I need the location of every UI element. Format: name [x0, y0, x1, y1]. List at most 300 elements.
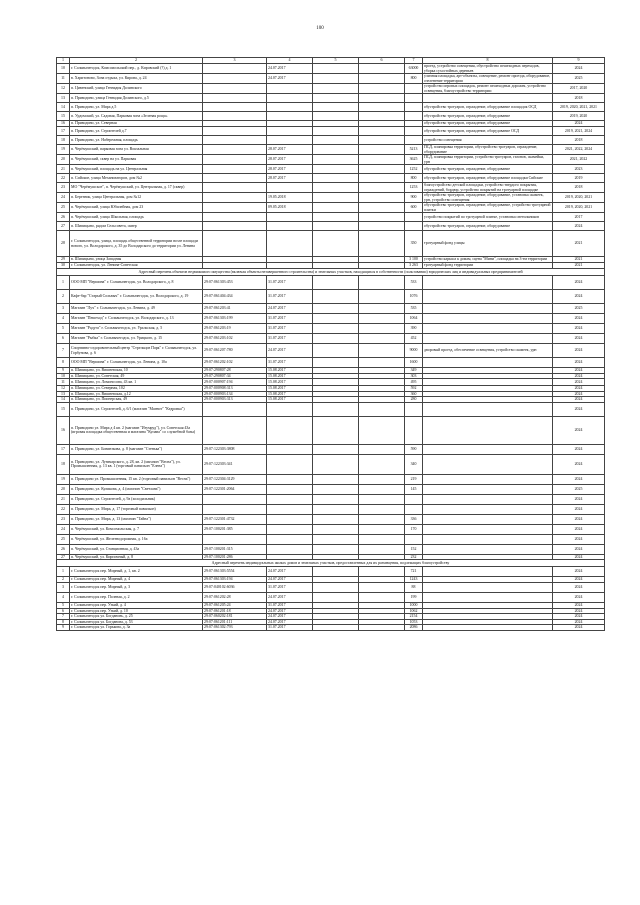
- year-cell: 2024: [553, 567, 605, 577]
- area-cell: [405, 94, 423, 103]
- empty-cell: [359, 524, 405, 534]
- works-cell: благоустройство детской площадки, устройство твердого покрытия, ограждений, бордюр, устройство покрытий на тротуарной площадке: [423, 183, 553, 193]
- area-cell: 232: [405, 554, 423, 560]
- empty-cell: [359, 155, 405, 165]
- address-cell: п. Черёмушский, площадь на ул. Центральная: [70, 165, 203, 174]
- year-cell: 2024: [553, 514, 605, 524]
- address-cell: п. Приводино, ул. Бовинзкова, д. 8 (магазин "Стенька"): [70, 444, 203, 454]
- area-cell: 170: [405, 524, 423, 534]
- area-cell: 800: [405, 74, 423, 84]
- works-cell: ПСД, планировка территории, обустройство тротуаров, ограждение, оборудование: [423, 145, 553, 155]
- works-cell: [423, 379, 553, 386]
- area-cell: [405, 504, 423, 514]
- row-number: 5: [57, 603, 70, 609]
- area-cell: 1600: [405, 358, 423, 368]
- date-cell: 15.08.2017: [267, 368, 313, 374]
- header-cell: 7: [405, 58, 423, 64]
- empty-cell: [359, 583, 405, 593]
- works-cell: [423, 625, 553, 631]
- area-cell: [405, 213, 423, 222]
- row-number: 21: [57, 494, 70, 504]
- year-cell: 2021, 2022: [553, 155, 605, 165]
- row-number: 20: [57, 484, 70, 494]
- cadastral-cell: [203, 103, 267, 112]
- date-cell: 28.07.2017: [267, 165, 313, 174]
- row-number: 27: [57, 222, 70, 231]
- row-number: 1: [57, 276, 70, 290]
- works-cell: тротуарный фонд улицы: [423, 231, 553, 257]
- row-number: 15: [57, 112, 70, 121]
- cadastral-cell: [203, 165, 267, 174]
- row-number: 11: [57, 74, 70, 84]
- works-cell: обустройство тротуаров, ограждение, оборудование площадки Сийские: [423, 174, 553, 183]
- year-cell: 2024: [553, 314, 605, 324]
- works-cell: обустройство тротуаров, ограждение, оборудование: [423, 121, 553, 127]
- row-number: 2: [57, 290, 70, 304]
- works-cell: дворовый проезд, обеспечение освещения, устройство скамеек, урн: [423, 344, 553, 358]
- row-number: 18: [57, 136, 70, 145]
- address-cell: п. Черёмушский, ул. Железнодорожная, д. 16а: [70, 534, 203, 544]
- row-number: 2: [57, 577, 70, 583]
- table-row: [57, 276, 605, 290]
- empty-cell: [359, 534, 405, 544]
- area-cell: 1000: [405, 603, 423, 609]
- cadastral-cell: 29:07:122301:2064: [203, 484, 267, 494]
- row-number: 8: [57, 619, 70, 625]
- year-cell: 2025: [553, 304, 605, 314]
- year-cell: 2017, 2020: [553, 84, 605, 94]
- empty-cell: [359, 231, 405, 257]
- cadastral-cell: [203, 136, 267, 145]
- year-cell: 2024: [553, 222, 605, 231]
- area-cell: 9000: [405, 344, 423, 358]
- address-cell: п. Черёмушский, ул. Кирпичный, д. 8: [70, 554, 203, 560]
- cadastral-cell: [203, 231, 267, 257]
- address-cell: п. Приводино, ул. Строителей д.7: [70, 127, 203, 136]
- cadastral-cell: [203, 183, 267, 193]
- row-number: 28: [57, 231, 70, 257]
- empty-cell: [359, 94, 405, 103]
- empty-cell: [313, 534, 359, 544]
- area-cell: 349: [405, 368, 423, 374]
- area-cell: 592: [405, 386, 423, 392]
- table-row: [57, 593, 605, 603]
- year-cell: 2019, 2020: [553, 112, 605, 121]
- cadastral-cell: [203, 174, 267, 183]
- row-number: 16: [57, 121, 70, 127]
- works-cell: устройство игровых площадок, ремонт пешеходных дорожек, устройство освещения, благоустройство территории: [423, 84, 553, 94]
- works-cell: [423, 416, 553, 444]
- date-cell: [267, 213, 313, 222]
- date-cell: 31.07.2017: [267, 290, 313, 304]
- cadastral-cell: 29:07:060202:181: [203, 614, 267, 620]
- area-cell: 495: [405, 379, 423, 386]
- works-cell: [423, 593, 553, 603]
- empty-cell: [313, 514, 359, 524]
- cadastral-cell: [203, 534, 267, 544]
- empty-cell: [313, 524, 359, 534]
- empty-cell: [359, 625, 405, 631]
- date-cell: [267, 524, 313, 534]
- year-cell: 2024: [553, 121, 605, 127]
- address-cell: г. Сольвычегодск пер. Мирный, д. 3: [70, 583, 203, 593]
- table-row: [57, 625, 605, 631]
- date-cell: [267, 402, 313, 416]
- empty-cell: [313, 276, 359, 290]
- row-number: 17: [57, 444, 70, 454]
- table-row: [57, 155, 605, 165]
- area-cell: [405, 84, 423, 94]
- year-cell: 2024: [553, 593, 605, 603]
- empty-cell: [359, 358, 405, 368]
- address-cell: п. Черёмушский, сквер на ул. Парковая: [70, 155, 203, 165]
- cadastral-cell: 29:07:061202:102: [203, 358, 267, 368]
- empty-cell: [313, 567, 359, 577]
- address-cell: п. Шипицыно, ул. Пионерская, 49: [70, 397, 203, 403]
- table-row: [57, 474, 605, 484]
- works-cell: [423, 484, 553, 494]
- row-number: 12: [57, 84, 70, 94]
- empty-cell: [359, 84, 405, 94]
- table-row: [57, 567, 605, 577]
- date-cell: [267, 534, 313, 544]
- works-cell: [423, 304, 553, 314]
- address-cell: п. Приводино, ул. Набережная, площадь: [70, 136, 203, 145]
- cadastral-cell: [203, 74, 267, 84]
- row-number: 22: [57, 174, 70, 183]
- works-cell: [423, 358, 553, 368]
- table-row: [57, 514, 605, 524]
- empty-cell: [359, 304, 405, 314]
- empty-cell: [359, 514, 405, 524]
- works-cell: [423, 444, 553, 454]
- empty-cell: [313, 174, 359, 183]
- year-cell: 2024: [553, 619, 605, 625]
- date-cell: 31.07.2017: [267, 358, 313, 368]
- address-cell: п. Приводино, ул. Куликова, д. 4 (магазин "Светлана"): [70, 484, 203, 494]
- empty-cell: [313, 416, 359, 444]
- empty-cell: [359, 276, 405, 290]
- row-number: 10: [57, 64, 70, 74]
- empty-cell: [313, 94, 359, 103]
- cadastral-cell: 29:07:000907:194: [203, 379, 267, 386]
- empty-cell: [359, 136, 405, 145]
- header-cell: 8: [423, 58, 553, 64]
- header-cell: 4: [267, 58, 313, 64]
- works-cell: обустройство тротуаров, ограждение, оборудование: [423, 222, 553, 231]
- year-cell: 2024: [553, 391, 605, 397]
- date-cell: 15.08.2017: [267, 386, 313, 392]
- area-cell: 900: [405, 193, 423, 203]
- year-cell: 2024: [553, 368, 605, 374]
- area-cell: 3 100: [405, 257, 423, 263]
- empty-cell: [359, 454, 405, 474]
- date-cell: 31.07.2017: [267, 603, 313, 609]
- area-cell: 145: [405, 484, 423, 494]
- year-cell: 2024: [553, 577, 605, 583]
- cadastral-cell: 29:07:000903:134: [203, 391, 267, 397]
- area-cell: 721: [405, 567, 423, 577]
- address-cell: Магазин "Радуга" г. Сольвычегодск, ул. Уральская, д. 5: [70, 324, 203, 334]
- empty-cell: [313, 84, 359, 94]
- table-row: [57, 84, 605, 94]
- empty-cell: [359, 416, 405, 444]
- area-cell: 340: [405, 454, 423, 474]
- year-cell: 2024: [553, 544, 605, 554]
- year-cell: 2024: [553, 416, 605, 444]
- address-cell: п. Приводино, ул. Северная: [70, 121, 203, 127]
- empty-cell: [313, 103, 359, 112]
- empty-cell: [313, 583, 359, 593]
- works-cell: [423, 524, 553, 534]
- row-number: 26: [57, 544, 70, 554]
- date-cell: 24.07.2017: [267, 74, 313, 84]
- row-number: 14: [57, 397, 70, 403]
- empty-cell: [313, 127, 359, 136]
- address-cell: ООО МП "Вершина" г. Сольвычегодск, ул. Володарского, д. 8: [70, 276, 203, 290]
- empty-cell: [313, 136, 359, 145]
- empty-cell: [359, 290, 405, 304]
- works-cell: устройство освещения: [423, 136, 553, 145]
- empty-cell: [359, 103, 405, 112]
- year-cell: 2024: [553, 603, 605, 609]
- year-cell: 2021: [553, 257, 605, 263]
- address-cell: г. Сольвычегодск пер. Узкий, д. 10: [70, 608, 203, 614]
- address-cell: в. Харитоново, Зона отдыха, ул. Кирова, д. 24: [70, 74, 203, 84]
- row-number: 12: [57, 386, 70, 392]
- cadastral-cell: [203, 402, 267, 416]
- row-number: 6: [57, 334, 70, 344]
- empty-cell: [359, 314, 405, 324]
- area-cell: [405, 222, 423, 231]
- empty-cell: [313, 155, 359, 165]
- works-cell: устройство каркаса к домам, сцена "Мини", площадка на 3-ем территории: [423, 257, 553, 263]
- works-cell: [423, 94, 553, 103]
- address-cell: п. Урдомский, ул. Садовая, Парковая зона «Зеленая роща»: [70, 112, 203, 121]
- date-cell: [267, 474, 313, 484]
- date-cell: [267, 231, 313, 257]
- year-cell: 2024: [553, 583, 605, 593]
- date-cell: [267, 183, 313, 193]
- cadastral-cell: [203, 203, 267, 213]
- empty-cell: [313, 504, 359, 514]
- table-row: [57, 402, 605, 416]
- date-cell: 28.07.2017: [267, 145, 313, 155]
- area-cell: 535: [405, 304, 423, 314]
- area-cell: 1243: [405, 577, 423, 583]
- row-number: 4: [57, 314, 70, 324]
- row-number: 7: [57, 344, 70, 358]
- empty-cell: [359, 484, 405, 494]
- year-cell: 2024: [553, 344, 605, 358]
- works-cell: [423, 534, 553, 544]
- table-row: [57, 165, 605, 174]
- date-cell: [267, 222, 313, 231]
- cadastral-cell: 29:07:290807:28: [203, 368, 267, 374]
- cadastral-cell: [203, 155, 267, 165]
- year-cell: 2019, 2021, 2024: [553, 127, 605, 136]
- cadastral-cell: 29:07:061202:28: [203, 593, 267, 603]
- table-row: [57, 231, 605, 257]
- address-cell: п. Приводино, улица Геннадия Долинского, д.5: [70, 94, 203, 103]
- empty-cell: [359, 504, 405, 514]
- row-number: 13: [57, 94, 70, 103]
- table-row: [57, 379, 605, 386]
- year-cell: 2025: [553, 74, 605, 84]
- table-row: [57, 64, 605, 74]
- empty-cell: [313, 203, 359, 213]
- address-cell: п. Приводино, ул. Строителей, д. 6/1 (магазин "Магнит" "Кедровка"): [70, 402, 203, 416]
- table-row: [57, 504, 605, 514]
- address-cell: п. Приводино, ул. Мира, д. 17 (торговый павильон): [70, 504, 203, 514]
- date-cell: [267, 136, 313, 145]
- address-cell: п. Цивенский, улица Геннадия Долинского: [70, 84, 203, 94]
- row-number: 7: [57, 614, 70, 620]
- date-cell: 24.07.2017: [267, 619, 313, 625]
- row-number: 22: [57, 504, 70, 514]
- empty-cell: [359, 203, 405, 213]
- date-cell: [267, 514, 313, 524]
- year-cell: 2024: [553, 334, 605, 344]
- address-cell: п. Шипицыно, ул. Вишневская, 10: [70, 368, 203, 374]
- address-cell: г. Сольвычегодск ул. Богдановь, д. 25: [70, 614, 203, 620]
- row-number: 29: [57, 257, 70, 263]
- table-row: [57, 193, 605, 203]
- row-number: 21: [57, 165, 70, 174]
- year-cell: 2019: [553, 174, 605, 183]
- address-cell: Магазин "Луч" г. Сольвычегодск, ул. Ленина, д. 49: [70, 304, 203, 314]
- table-row: [57, 112, 605, 121]
- empty-cell: [313, 213, 359, 222]
- cadastral-cell: 29:07:000908:313: [203, 386, 267, 392]
- table-row: [57, 145, 605, 155]
- table-row: [57, 213, 605, 222]
- works-cell: [423, 583, 553, 593]
- address-cell: п. Приводино, ул. Строителей, д. 9а (холодильник): [70, 494, 203, 504]
- works-cell: обустройство тротуаров, ограждение, оборудование ОСД: [423, 127, 553, 136]
- area-cell: 600: [405, 203, 423, 213]
- empty-cell: [313, 165, 359, 174]
- cadastral-cell: 29:07:061203:41: [203, 304, 267, 314]
- address-cell: п. Черёмушский, ул. Станционная, д. 43а: [70, 544, 203, 554]
- date-cell: [267, 494, 313, 504]
- row-number: 14: [57, 103, 70, 112]
- year-cell: 2021: [553, 263, 605, 269]
- area-cell: 452: [405, 334, 423, 344]
- empty-cell: [313, 358, 359, 368]
- empty-cell: [313, 290, 359, 304]
- cadastral-cell: [203, 94, 267, 103]
- date-cell: 24.07.2017: [267, 567, 313, 577]
- empty-cell: [313, 334, 359, 344]
- empty-cell: [313, 231, 359, 257]
- row-number: 3: [57, 583, 70, 593]
- address-cell: Магазин "Рыбка" г. Сольвычегодск, ул. Урицкого, д. 15: [70, 334, 203, 344]
- year-cell: 2024: [553, 276, 605, 290]
- table-row: [57, 174, 605, 183]
- works-cell: устройство покрытий по тротуарной плитке, установка светильников: [423, 213, 553, 222]
- address-cell: п. Приводино ул. Промышленная, 15 кв. 2 (торговый павильон "Весна"): [70, 474, 203, 484]
- empty-cell: [313, 222, 359, 231]
- year-cell: 2019, 2020, 2021: [553, 203, 605, 213]
- empty-cell: [359, 64, 405, 74]
- cadastral-cell: 29:07:061303:194: [203, 577, 267, 583]
- row-number: 1: [57, 567, 70, 577]
- table-row: [57, 534, 605, 544]
- date-cell: [267, 444, 313, 454]
- date-cell: 24.07.2017: [267, 593, 313, 603]
- table-row: [57, 304, 605, 314]
- table-row: [57, 94, 605, 103]
- area-cell: 3 263: [405, 263, 423, 269]
- date-cell: 15.08.2017: [267, 391, 313, 397]
- table-row: [57, 324, 605, 334]
- year-cell: 2021: [553, 231, 605, 257]
- date-cell: 31.07.2017: [267, 625, 313, 631]
- empty-cell: [313, 112, 359, 121]
- date-cell: 19.05.2018: [267, 193, 313, 203]
- table-row: [57, 334, 605, 344]
- address-cell: Спортивно-оздоровительный центр "Стрельцов Парк" г. Сольвычегодск, ул. Горбунова, д. 6: [70, 344, 203, 358]
- area-cell: [405, 416, 423, 444]
- empty-cell: [359, 474, 405, 484]
- address-cell: п. Шипицыно, ул. Советская, 49: [70, 373, 203, 379]
- row-number: 9: [57, 625, 70, 631]
- empty-cell: [313, 474, 359, 484]
- works-cell: [423, 276, 553, 290]
- year-cell: 2024: [553, 614, 605, 620]
- year-cell: 2021, 2022, 2024: [553, 145, 605, 155]
- cadastral-cell: 29:07:122304:3129: [203, 474, 267, 484]
- address-cell: п. Шипицыно, ул. Северная, 102: [70, 386, 203, 392]
- year-cell: 2018: [553, 183, 605, 193]
- area-cell: 1076: [405, 290, 423, 304]
- year-cell: 2024: [553, 397, 605, 403]
- area-cell: 3625: [405, 155, 423, 165]
- year-cell: 2018: [553, 136, 605, 145]
- year-cell: 2024: [553, 379, 605, 386]
- year-cell: 2024: [553, 64, 605, 74]
- area-cell: 350: [405, 231, 423, 257]
- date-cell: 28.07.2017: [267, 155, 313, 165]
- works-cell: [423, 544, 553, 554]
- empty-cell: [359, 593, 405, 603]
- year-cell: 2024: [553, 474, 605, 484]
- header-cell: 5: [313, 58, 359, 64]
- table-row: [57, 358, 605, 368]
- year-cell: 2019, 2020, 2021: [553, 193, 605, 203]
- empty-cell: [313, 494, 359, 504]
- empty-cell: [313, 183, 359, 193]
- empty-cell: [313, 64, 359, 74]
- date-cell: 09.05.2018: [267, 203, 313, 213]
- row-number: 19: [57, 145, 70, 155]
- address-cell: г. Сольвычегодск пер. Мирный, д. 4: [70, 577, 203, 583]
- address-cell: п. Шипицыно, ул. Вишневская, д.12: [70, 391, 203, 397]
- row-number: 25: [57, 534, 70, 544]
- date-cell: 31.07.2017: [267, 276, 313, 290]
- row-number: 5: [57, 324, 70, 334]
- year-cell: 2024: [553, 608, 605, 614]
- address-cell: г. Сольвычегодск ул. Богданова, д. 53: [70, 619, 203, 625]
- cadastral-cell: 29:07:061302:793: [203, 625, 267, 631]
- table-row: [57, 344, 605, 358]
- date-cell: [267, 484, 313, 494]
- cadastral-cell: 29:07:122301:4732: [203, 514, 267, 524]
- table-row: [57, 222, 605, 231]
- cadastral-cell: 29:07:061201:18: [203, 608, 267, 614]
- cadastral-cell: [203, 64, 267, 74]
